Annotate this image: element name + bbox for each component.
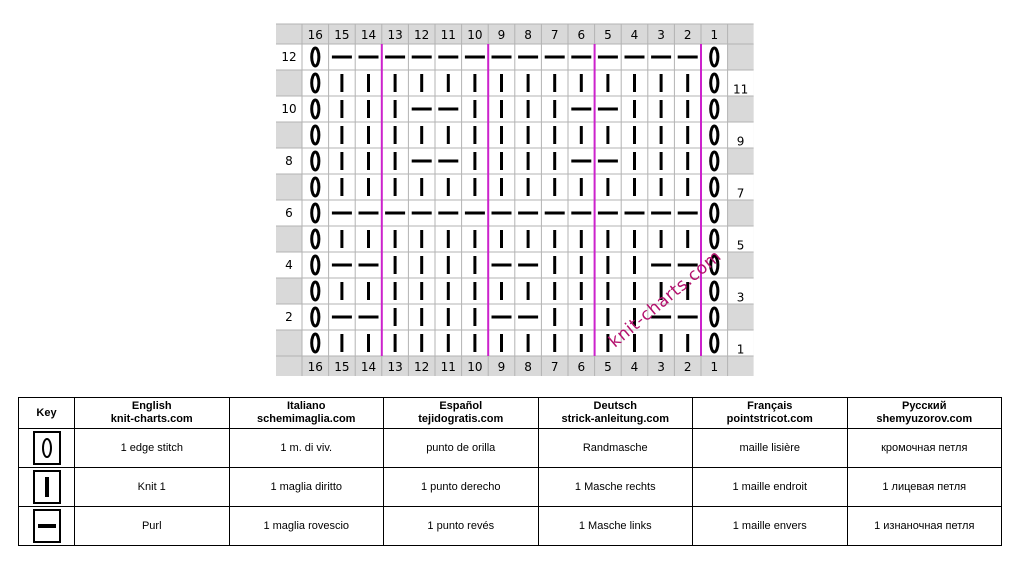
row-label-cell-left (276, 122, 302, 148)
purl-symbol-icon (33, 509, 61, 543)
row-label-cell-left (276, 278, 302, 304)
row-label-cell-left (276, 70, 302, 96)
row-number-label: 12 (281, 50, 297, 64)
key-cell: 1 punto revés (384, 507, 539, 546)
stitch-number-top: 16 (307, 28, 323, 42)
watermark-text: knit-charts.com (605, 246, 726, 352)
row-label-cell-left (276, 226, 302, 252)
key-header-espanol: Español tejidogratis.com (384, 398, 539, 429)
key-header-english: English knit-charts.com (75, 398, 230, 429)
stitch-number-top: 9 (497, 28, 506, 42)
stitch-number-bottom: 1 (710, 360, 719, 374)
key-header-deutsch: Deutsch strick-anleitung.com (538, 398, 693, 429)
stitch-number-bottom: 10 (467, 360, 483, 374)
key-cell: Purl (75, 507, 230, 546)
row-number-label: 10 (281, 102, 297, 116)
stitch-number-bottom: 16 (307, 360, 323, 374)
edge-stitch-symbol-cell (19, 429, 75, 468)
key-header-francais: Français pointstricot.com (693, 398, 848, 429)
key-cell: 1 punto derecho (384, 468, 539, 507)
stitch-number-top: 13 (387, 28, 403, 42)
knitting-chart (276, 22, 754, 374)
key-row-knit (19, 468, 1002, 507)
stitch-number-top: 2 (683, 28, 692, 42)
row-number-label: 6 (285, 206, 293, 220)
stitch-number-top: 7 (550, 28, 559, 42)
key-cell: кромочная петля (847, 429, 1002, 468)
edge-stitch-symbol-icon (33, 431, 61, 465)
stitch-number-bottom: 7 (550, 360, 559, 374)
knit-symbol-cell (19, 468, 75, 507)
stitch-number-bottom: 11 (440, 360, 456, 374)
row-label-cell-right (728, 252, 754, 278)
knitting-chart-svg (276, 22, 754, 376)
stitch-number-top: 11 (440, 28, 456, 42)
key-header-italiano: Italiano schemimaglia.com (229, 398, 384, 429)
knit-symbol-icon (33, 470, 61, 504)
stitch-number-bottom: 5 (604, 360, 612, 374)
row-label-cell-right (728, 148, 754, 174)
stitch-number-top: 5 (604, 28, 612, 42)
row-number-label: 7 (736, 186, 745, 201)
stitch-number-bottom: 12 (414, 360, 430, 374)
row-number-label: 2 (285, 310, 293, 324)
key-cell: 1 maglia diritto (229, 468, 384, 507)
stitch-number-bottom: 4 (630, 360, 639, 374)
key-cell: 1 edge stitch (75, 429, 230, 468)
row-label-cell-left (276, 330, 302, 356)
row-label-cell-right (728, 200, 754, 226)
stitch-number-bottom: 8 (524, 360, 532, 374)
row-label-cell-left (276, 174, 302, 200)
stitch-number-bottom: 2 (683, 360, 692, 374)
stitch-number-bottom: 3 (657, 360, 665, 374)
row-number-label: 3 (736, 290, 745, 305)
purl-symbol-cell (19, 507, 75, 546)
key-row-edge-stitch (19, 429, 1002, 468)
stitch-number-bottom: 6 (577, 360, 586, 374)
key-cell: 1 лицевая петля (847, 468, 1002, 507)
row-number-label: 9 (736, 134, 745, 149)
row-number-label: 1 (736, 342, 745, 357)
symbol-key-table (18, 397, 1002, 546)
key-cell: punto de orilla (384, 429, 539, 468)
key-cell: Randmasche (538, 429, 693, 468)
key-cell: 1 Masche links (538, 507, 693, 546)
key-cell: 1 maille endroit (693, 468, 848, 507)
key-header-row (19, 398, 1002, 429)
row-number-label: 8 (285, 154, 293, 168)
stitch-number-top: 8 (524, 28, 532, 42)
key-cell: 1 m. di viv. (229, 429, 384, 468)
row-label-cell-right (728, 96, 754, 122)
row-number-label: 4 (285, 258, 293, 272)
stitch-number-top: 1 (710, 28, 719, 42)
stitch-number-bottom: 9 (497, 360, 506, 374)
stitch-number-top: 14 (360, 28, 377, 42)
key-cell: maille lisière (693, 429, 848, 468)
stitch-number-top: 15 (334, 28, 350, 42)
row-number-label: 11 (732, 82, 749, 97)
key-header-key: Key (19, 398, 75, 429)
key-cell: 1 Masche rechts (538, 468, 693, 507)
stitch-number-top: 6 (577, 28, 586, 42)
key-cell: 1 изнаночная петля (847, 507, 1002, 546)
key-cell: 1 maille envers (693, 507, 848, 546)
stitch-number-top: 3 (657, 28, 665, 42)
key-cell: Knit 1 (75, 468, 230, 507)
key-cell: 1 maglia rovescio (229, 507, 384, 546)
row-number-label: 5 (736, 238, 745, 253)
stitch-number-bottom: 14 (360, 360, 377, 374)
row-label-cell-right (728, 44, 754, 70)
stitch-number-top: 4 (630, 28, 639, 42)
key-row-purl (19, 507, 1002, 546)
row-label-cell-right (728, 304, 754, 330)
key-header-russian: Русский shemyuzorov.com (847, 398, 1002, 429)
stitch-number-top: 12 (414, 28, 430, 42)
stitch-number-bottom: 13 (387, 360, 403, 374)
stitch-number-bottom: 15 (334, 360, 350, 374)
stitch-number-top: 10 (467, 28, 483, 42)
